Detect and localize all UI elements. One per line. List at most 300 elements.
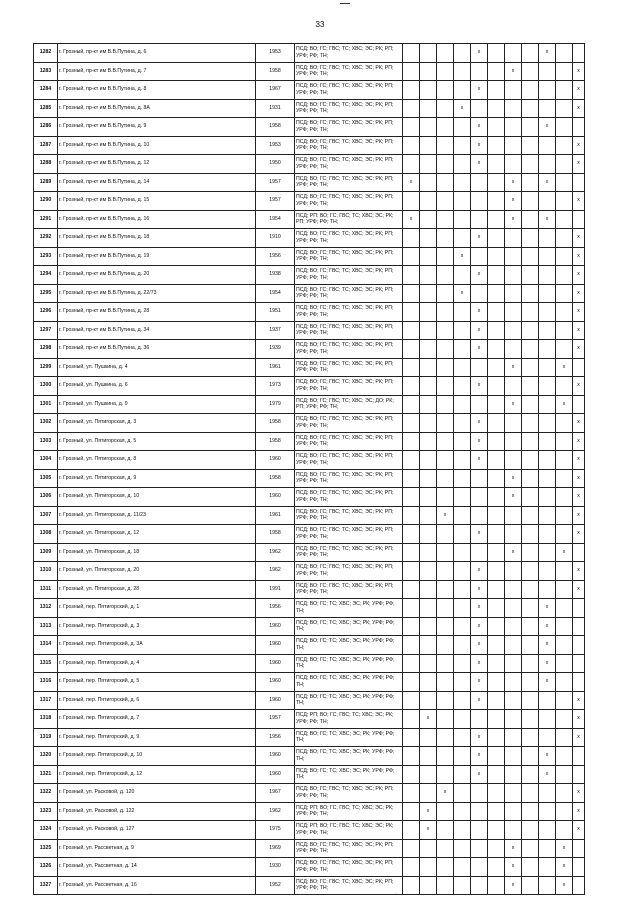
year-cell: 1967 [256, 81, 295, 100]
mark-cell: x [403, 173, 420, 192]
mark-cell: x [573, 451, 585, 470]
row-number-cell: 1311 [34, 580, 58, 599]
mark-cell [505, 710, 522, 729]
mark-cell [437, 303, 454, 322]
mark-cell [403, 266, 420, 285]
mark-cell [437, 62, 454, 81]
year-cell: 1975 [256, 821, 295, 840]
systems-cell: ПСД; ВО; ГС; ГВС; ТС; ХВС; ЭС; РК; РП; УРФ; РФ; ТН; [295, 44, 403, 63]
mark-cell [556, 821, 573, 840]
table-row [34, 377, 585, 396]
systems-cell: ПСД; ВО; ГС; ГВС; ТС; ХВС; ЭС; РК; РП; УРФ; РФ; ТН; [295, 562, 403, 581]
mark-cell [471, 802, 488, 821]
mark-cell [420, 673, 437, 692]
mark-cell: x [539, 636, 556, 655]
mark-cell [539, 580, 556, 599]
mark-cell [522, 414, 539, 433]
address-cell: г. Грозный, пр-кт им В.В.Путина, д. 10 [58, 136, 256, 155]
mark-cell [539, 62, 556, 81]
address-cell: г. Грозный, пер. Пятигорский, д. 6 [58, 691, 256, 710]
mark-cell [454, 839, 471, 858]
mark-cell [522, 728, 539, 747]
mark-cell [573, 876, 585, 895]
address-cell: г. Грозный, пр-кт им В.В.Путина, д. 20 [58, 266, 256, 285]
mark-cell [403, 747, 420, 766]
mark-cell: x [573, 99, 585, 118]
mark-cell [403, 617, 420, 636]
mark-cell: x [556, 543, 573, 562]
mark-cell: x [539, 747, 556, 766]
mark-cell [505, 118, 522, 137]
mark-cell: x [471, 636, 488, 655]
mark-cell [573, 118, 585, 137]
systems-cell: ПСД; ВО; ГС; ГВС; ТС; ХВС; ЭС; РК; РП; УРФ; РФ; ТН; [295, 266, 403, 285]
year-cell: 1951 [256, 303, 295, 322]
row-number-cell: 1318 [34, 710, 58, 729]
mark-cell [437, 876, 454, 895]
mark-cell: x [437, 506, 454, 525]
mark-cell: x [573, 488, 585, 507]
mark-cell [403, 432, 420, 451]
mark-cell [488, 44, 505, 63]
table-row [34, 451, 585, 470]
row-number-cell: 1323 [34, 802, 58, 821]
mark-cell: x [573, 432, 585, 451]
mark-cell [539, 784, 556, 803]
mark-cell [539, 358, 556, 377]
mark-cell [420, 395, 437, 414]
mark-cell [539, 432, 556, 451]
mark-cell [437, 44, 454, 63]
table-row [34, 728, 585, 747]
mark-cell: x [573, 784, 585, 803]
mark-cell [403, 155, 420, 174]
mark-cell [454, 62, 471, 81]
mark-cell [505, 136, 522, 155]
mark-cell [505, 747, 522, 766]
mark-cell [522, 136, 539, 155]
mark-cell [539, 839, 556, 858]
systems-cell: ПСД; ВО; ГС; ГВС; ТС; ХВС; ЭС; РК; РП; УРФ; РФ; ТН; [295, 469, 403, 488]
systems-cell: ПСД; ВО; ГС; ГВС; ТС; ХВС; ЭС; РК; РП; УРФ; РФ; ТН; [295, 414, 403, 433]
mark-cell [420, 747, 437, 766]
mark-cell [488, 506, 505, 525]
mark-cell [556, 62, 573, 81]
mark-cell [437, 636, 454, 655]
mark-cell [522, 710, 539, 729]
systems-cell: ПСД; ВО; ГС; ГВС; ТС; ХВС; ЭС; РК; РП; УРФ; РФ; ТН; [295, 303, 403, 322]
mark-cell [522, 802, 539, 821]
address-cell: г. Грозный, пр-кт им В.В.Путина, д. 15 [58, 192, 256, 211]
year-cell: 1956 [256, 247, 295, 266]
mark-cell [488, 636, 505, 655]
systems-cell: ПСД; ВО; ГС; ТС; ХВС; ЭС; РК; УРФ; РФ; ТН; [295, 636, 403, 655]
mark-cell [505, 81, 522, 100]
mark-cell [471, 284, 488, 303]
table-row [34, 710, 585, 729]
mark-cell [556, 136, 573, 155]
mark-cell [539, 525, 556, 544]
address-cell: г. Грозный, пер. Пятигорский, д. 1 [58, 599, 256, 618]
year-cell: 1960 [256, 673, 295, 692]
mark-cell: x [471, 617, 488, 636]
row-number-cell: 1285 [34, 99, 58, 118]
mark-cell [488, 765, 505, 784]
mark-cell [556, 636, 573, 655]
mark-cell [556, 173, 573, 192]
mark-cell [505, 266, 522, 285]
mark-cell [437, 469, 454, 488]
mark-cell [420, 173, 437, 192]
mark-cell [403, 654, 420, 673]
mark-cell [556, 210, 573, 229]
mark-cell [454, 136, 471, 155]
mark-cell: x [437, 784, 454, 803]
mark-cell [556, 44, 573, 63]
mark-cell [539, 284, 556, 303]
mark-cell [522, 173, 539, 192]
mark-cell [488, 247, 505, 266]
mark-cell [505, 691, 522, 710]
mark-cell: x [573, 321, 585, 340]
mark-cell [522, 81, 539, 100]
mark-cell [505, 617, 522, 636]
mark-cell [522, 876, 539, 895]
mark-cell [488, 469, 505, 488]
mark-cell [488, 284, 505, 303]
mark-cell: x [539, 210, 556, 229]
mark-cell [505, 506, 522, 525]
mark-cell [437, 710, 454, 729]
address-cell: г. Грозный, ул. Расковой, д. 122 [58, 802, 256, 821]
mark-cell [556, 99, 573, 118]
mark-cell [556, 599, 573, 618]
mark-cell [488, 747, 505, 766]
mark-cell [471, 395, 488, 414]
mark-cell: x [573, 136, 585, 155]
row-number-cell: 1305 [34, 469, 58, 488]
systems-cell: ПСД; ВО; ГС; ГВС; ТС; ХВС; ЭС; РК; РП; УРФ; РФ; ТН; [295, 543, 403, 562]
mark-cell: x [471, 728, 488, 747]
year-cell: 1937 [256, 321, 295, 340]
table-row [34, 488, 585, 507]
row-number-cell: 1314 [34, 636, 58, 655]
mark-cell [522, 118, 539, 137]
mark-cell [420, 136, 437, 155]
mark-cell: x [471, 414, 488, 433]
mark-cell [420, 580, 437, 599]
mark-cell [471, 469, 488, 488]
mark-cell [505, 414, 522, 433]
systems-cell: ПСД; ВО; ГС; ГВС; ТС; ХВС; ЭС; РК; РП; УРФ; РФ; ТН; [295, 377, 403, 396]
row-number-cell: 1313 [34, 617, 58, 636]
address-cell: г. Грозный, ул. Пятигорская, д. 11/23 [58, 506, 256, 525]
mark-cell [573, 654, 585, 673]
systems-cell: ПСД; ВО; ГС; ГВС; ТС; ХВС; ЭС; РК; РП; УРФ; РФ; ТН; [295, 136, 403, 155]
mark-cell [556, 192, 573, 211]
mark-cell [522, 765, 539, 784]
mark-cell [556, 155, 573, 174]
mark-cell [556, 340, 573, 359]
systems-cell: ПСД; ВО; ГС; ГВС; ТС; ХВС; ЭС; РК; РП; УРФ; РФ; ТН; [295, 118, 403, 137]
mark-cell [420, 784, 437, 803]
address-cell: г. Грозный, пр-кт им В.В.Путина, д. 16 [58, 210, 256, 229]
row-number-cell: 1292 [34, 229, 58, 248]
mark-cell [471, 210, 488, 229]
year-cell: 1967 [256, 784, 295, 803]
mark-cell [471, 99, 488, 118]
mark-cell: x [505, 469, 522, 488]
mark-cell: x [505, 210, 522, 229]
mark-cell: x [505, 858, 522, 877]
mark-cell: x [505, 488, 522, 507]
mark-cell [437, 377, 454, 396]
mark-cell [454, 580, 471, 599]
table-row [34, 562, 585, 581]
mark-cell [522, 155, 539, 174]
systems-cell: ПСД; ВО; ГС; ТС; ХВС; ЭС; РК; УРФ; РФ; ТН; [295, 673, 403, 692]
systems-cell: ПСД; ВО; ГС; ТС; ХВС; ЭС; РК; УРФ; РФ; ТН; [295, 728, 403, 747]
mark-cell [437, 284, 454, 303]
mark-cell: x [471, 155, 488, 174]
row-number-cell: 1304 [34, 451, 58, 470]
mark-cell [556, 118, 573, 137]
scan-mark [340, 3, 350, 4]
mark-cell [505, 451, 522, 470]
table-row [34, 784, 585, 803]
mark-cell: x [471, 525, 488, 544]
table-row [34, 229, 585, 248]
year-cell: 1960 [256, 654, 295, 673]
mark-cell [420, 414, 437, 433]
systems-cell: ПСД; ВО; ГС; ГВС; ТС; ХВС; ЭС; ДО; РК; РП; УРФ; РФ; ТН; [295, 395, 403, 414]
mark-cell [522, 784, 539, 803]
year-cell: 1957 [256, 710, 295, 729]
address-cell: г. Грозный, пр-кт им В.В.Путина, д. 8 [58, 81, 256, 100]
mark-cell [454, 44, 471, 63]
mark-cell [454, 876, 471, 895]
row-number-cell: 1289 [34, 173, 58, 192]
row-number-cell: 1322 [34, 784, 58, 803]
row-number-cell: 1291 [34, 210, 58, 229]
systems-cell: ПСД; ВО; ГС; ГВС; ТС; ХВС; ЭС; РК; РП; УРФ; РФ; ТН; [295, 876, 403, 895]
mark-cell [403, 62, 420, 81]
mark-cell [488, 377, 505, 396]
mark-cell: x [471, 81, 488, 100]
mark-cell [420, 636, 437, 655]
mark-cell [420, 469, 437, 488]
mark-cell: x [573, 562, 585, 581]
mark-cell: x [454, 99, 471, 118]
address-cell: г. Грозный, пр-кт им В.В.Путина, д. 36 [58, 340, 256, 359]
row-number-cell: 1299 [34, 358, 58, 377]
address-cell: г. Грозный, ул. Пятигорская, д. 9 [58, 469, 256, 488]
year-cell: 1958 [256, 432, 295, 451]
mark-cell [420, 876, 437, 895]
address-cell: г. Грозный, ул. Пятигорская, д. 20 [58, 562, 256, 581]
mark-cell [454, 395, 471, 414]
table-row [34, 506, 585, 525]
mark-cell: x [420, 802, 437, 821]
table-row [34, 821, 585, 840]
mark-cell [488, 432, 505, 451]
mark-cell [539, 303, 556, 322]
mark-cell [522, 599, 539, 618]
row-number-cell: 1302 [34, 414, 58, 433]
mark-cell: x [471, 266, 488, 285]
row-number-cell: 1303 [34, 432, 58, 451]
mark-cell: x [539, 673, 556, 692]
mark-cell [403, 192, 420, 211]
year-cell: 1957 [256, 192, 295, 211]
mark-cell [573, 44, 585, 63]
mark-cell: x [471, 599, 488, 618]
mark-cell [437, 673, 454, 692]
address-cell: г. Грозный, ул. Расковой, д. 120 [58, 784, 256, 803]
mark-cell [403, 395, 420, 414]
address-cell: г. Грозный, ул. Рассветная, д. 16 [58, 876, 256, 895]
systems-cell: ПСД; ВО; ГС; ГВС; ТС; ХВС; ЭС; РК; РП; УРФ; РФ; ТН; [295, 506, 403, 525]
mark-cell [488, 525, 505, 544]
table-row [34, 358, 585, 377]
mark-cell: x [471, 229, 488, 248]
mark-cell [403, 284, 420, 303]
mark-cell [522, 691, 539, 710]
address-cell: г. Грозный, ул. Расковой, д. 127 [58, 821, 256, 840]
address-cell: г. Грозный, ул. Пушкина, д. 9 [58, 395, 256, 414]
mark-cell [522, 839, 539, 858]
mark-cell [522, 62, 539, 81]
mark-cell [454, 81, 471, 100]
mark-cell [454, 118, 471, 137]
mark-cell [454, 506, 471, 525]
mark-cell: x [556, 839, 573, 858]
mark-cell: x [573, 62, 585, 81]
address-cell: г. Грозный, пр-кт им В.В.Путина, д. 28 [58, 303, 256, 322]
address-cell: г. Грозный, пр-кт им В.В.Путина, д. 12 [58, 155, 256, 174]
table-row [34, 673, 585, 692]
mark-cell [420, 340, 437, 359]
mark-cell: x [573, 821, 585, 840]
mark-cell [454, 710, 471, 729]
address-cell: г. Грозный, ул. Пятигорская, д. 12 [58, 525, 256, 544]
year-cell: 1954 [256, 284, 295, 303]
mark-cell [522, 636, 539, 655]
mark-cell [437, 617, 454, 636]
mark-cell [420, 691, 437, 710]
mark-cell [539, 562, 556, 581]
mark-cell [403, 44, 420, 63]
mark-cell [437, 488, 454, 507]
year-cell: 1962 [256, 802, 295, 821]
mark-cell: x [556, 858, 573, 877]
mark-cell [539, 821, 556, 840]
systems-cell: ПСД; ВО; ГС; ГВС; ТС; ХВС; ЭС; РК; РП; УРФ; РФ; ТН; [295, 247, 403, 266]
mark-cell [437, 99, 454, 118]
mark-cell [403, 839, 420, 858]
mark-cell [556, 673, 573, 692]
mark-cell [471, 710, 488, 729]
mark-cell [403, 321, 420, 340]
mark-cell [403, 136, 420, 155]
mark-cell: x [454, 247, 471, 266]
table-row [34, 284, 585, 303]
mark-cell [488, 802, 505, 821]
table-row [34, 654, 585, 673]
systems-cell: ПСД; ВО; ГС; ГВС; ТС; ХВС; ЭС; РК; РП; УРФ; РФ; ТН; [295, 839, 403, 858]
table-row [34, 303, 585, 322]
table-row [34, 525, 585, 544]
mark-cell: x [556, 876, 573, 895]
mark-cell [488, 673, 505, 692]
systems-cell: ПСД; ВО; ГС; ГВС; ТС; ХВС; ЭС; РК; РП; УРФ; РФ; ТН; [295, 451, 403, 470]
mark-cell [403, 673, 420, 692]
mark-cell [556, 765, 573, 784]
mark-cell [403, 728, 420, 747]
mark-cell: x [573, 284, 585, 303]
mark-cell [556, 247, 573, 266]
mark-cell [539, 802, 556, 821]
year-cell: 1960 [256, 617, 295, 636]
mark-cell: x [505, 173, 522, 192]
row-number-cell: 1320 [34, 747, 58, 766]
mark-cell: x [471, 691, 488, 710]
row-number-cell: 1310 [34, 562, 58, 581]
mark-cell [437, 118, 454, 137]
mark-cell: x [573, 377, 585, 396]
mark-cell [488, 118, 505, 137]
mark-cell: x [573, 340, 585, 359]
address-cell: г. Грозный, пр-кт им В.В.Путина, д. 14 [58, 173, 256, 192]
mark-cell [488, 654, 505, 673]
mark-cell [454, 858, 471, 877]
row-number-cell: 1307 [34, 506, 58, 525]
mark-cell [488, 488, 505, 507]
mark-cell [420, 562, 437, 581]
page-number: 33 [315, 20, 325, 29]
mark-cell [539, 858, 556, 877]
mark-cell [420, 839, 437, 858]
mark-cell [556, 377, 573, 396]
mark-cell [522, 654, 539, 673]
table-row [34, 81, 585, 100]
row-number-cell: 1325 [34, 839, 58, 858]
mark-cell [505, 580, 522, 599]
mark-cell [488, 728, 505, 747]
mark-cell [573, 747, 585, 766]
mark-cell [437, 395, 454, 414]
mark-cell [505, 802, 522, 821]
mark-cell: x [471, 451, 488, 470]
systems-cell: ПСД; ВО; ГС; ТС; ХВС; ЭС; РК; УРФ; РФ; ТН; [295, 654, 403, 673]
mark-cell: x [539, 44, 556, 63]
mark-cell [522, 506, 539, 525]
row-number-cell: 1287 [34, 136, 58, 155]
systems-cell: ПСД; РП; ВО; ГС; ГВС; ТС; ХВС; ЭС; РК; УРФ; РФ; ТН; [295, 821, 403, 840]
mark-cell [505, 821, 522, 840]
address-cell: г. Грозный, пер. Пятигорский, д. 5 [58, 673, 256, 692]
mark-cell [522, 488, 539, 507]
mark-cell [556, 229, 573, 248]
table-row [34, 118, 585, 137]
mark-cell: x [471, 747, 488, 766]
mark-cell [522, 247, 539, 266]
year-cell: 1958 [256, 414, 295, 433]
mark-cell [420, 358, 437, 377]
mark-cell [454, 155, 471, 174]
mark-cell [539, 155, 556, 174]
year-cell: 1960 [256, 691, 295, 710]
